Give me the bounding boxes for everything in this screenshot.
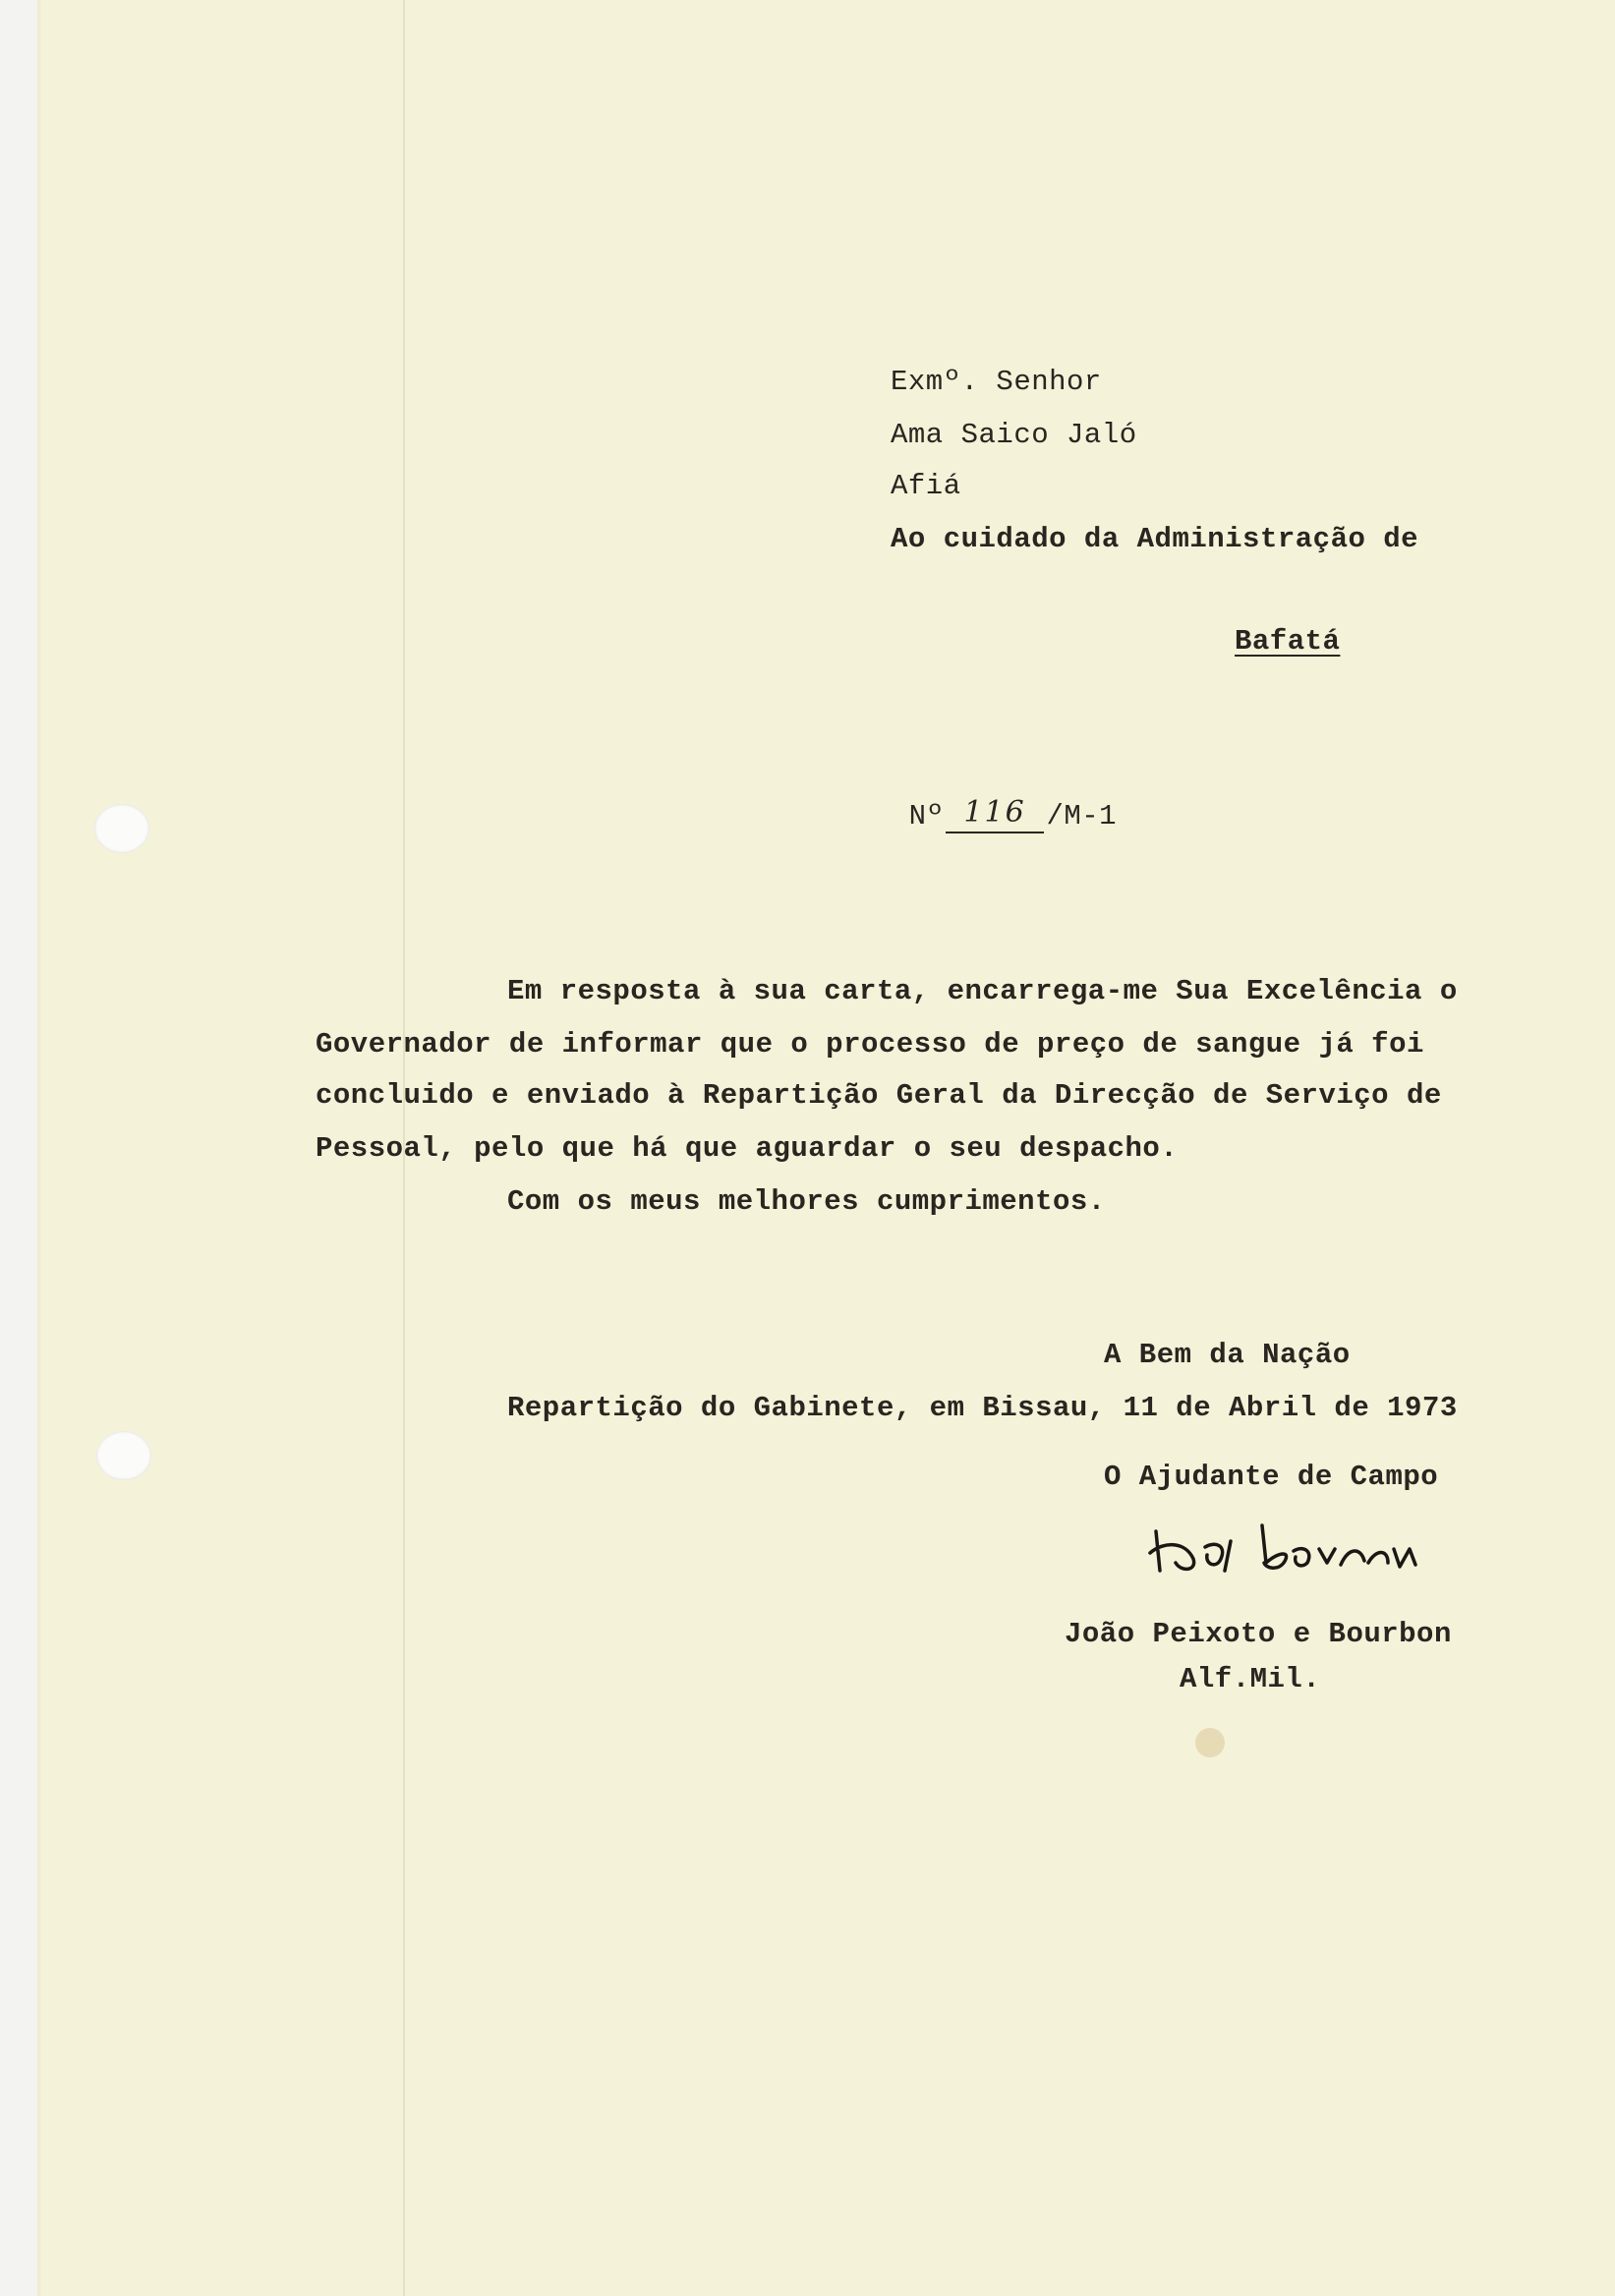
body-line-1: Em resposta à sua carta, encarrega-me Sua Excelência o <box>507 975 1458 1007</box>
signatory-name: João Peixoto e Bourbon <box>1065 1618 1452 1650</box>
punch-hole-bottom <box>96 1431 151 1480</box>
reference-suffix: /M-1 <box>1046 800 1118 832</box>
signatory-rank: Alf.Mil. <box>1180 1663 1321 1695</box>
footer-role: O Ajudante de Campo <box>1104 1461 1439 1493</box>
body-closing: Com os meus melhores cumprimentos. <box>507 1185 1106 1218</box>
footer-motto: A Bem da Nação <box>1104 1339 1351 1371</box>
reference-number <box>838 767 1117 867</box>
body-line-4: Pessoal, pelo que há que aguardar o seu despacho. <box>316 1132 1179 1165</box>
paper-stain <box>1195 1728 1225 1757</box>
punch-hole-top <box>94 804 149 853</box>
reference-prefix: Nº <box>908 800 945 832</box>
addressee-salutation: Exmº. Senhor <box>891 366 1102 398</box>
addressee-name: Ama Saico Jaló <box>891 419 1137 451</box>
letter-page <box>37 0 1615 2296</box>
footer-place-date: Repartição do Gabinete, em Bissau, 11 de Abril de 1973 <box>507 1392 1458 1424</box>
body-line-3: concluido e enviado à Repartição Geral da Direcção de Serviço de <box>316 1079 1442 1112</box>
body-line-2: Governador de informar que o processo de preço de sangue já foi <box>316 1028 1424 1061</box>
addressee-city: Bafatá <box>1235 625 1341 658</box>
reference-handwritten-number: 116 <box>963 795 1026 830</box>
handwritten-signature <box>1146 1512 1441 1590</box>
reference-blank <box>946 795 1044 833</box>
addressee-place: Afiá <box>891 470 961 502</box>
addressee-care-of: Ao cuidado da Administração de <box>891 523 1419 555</box>
